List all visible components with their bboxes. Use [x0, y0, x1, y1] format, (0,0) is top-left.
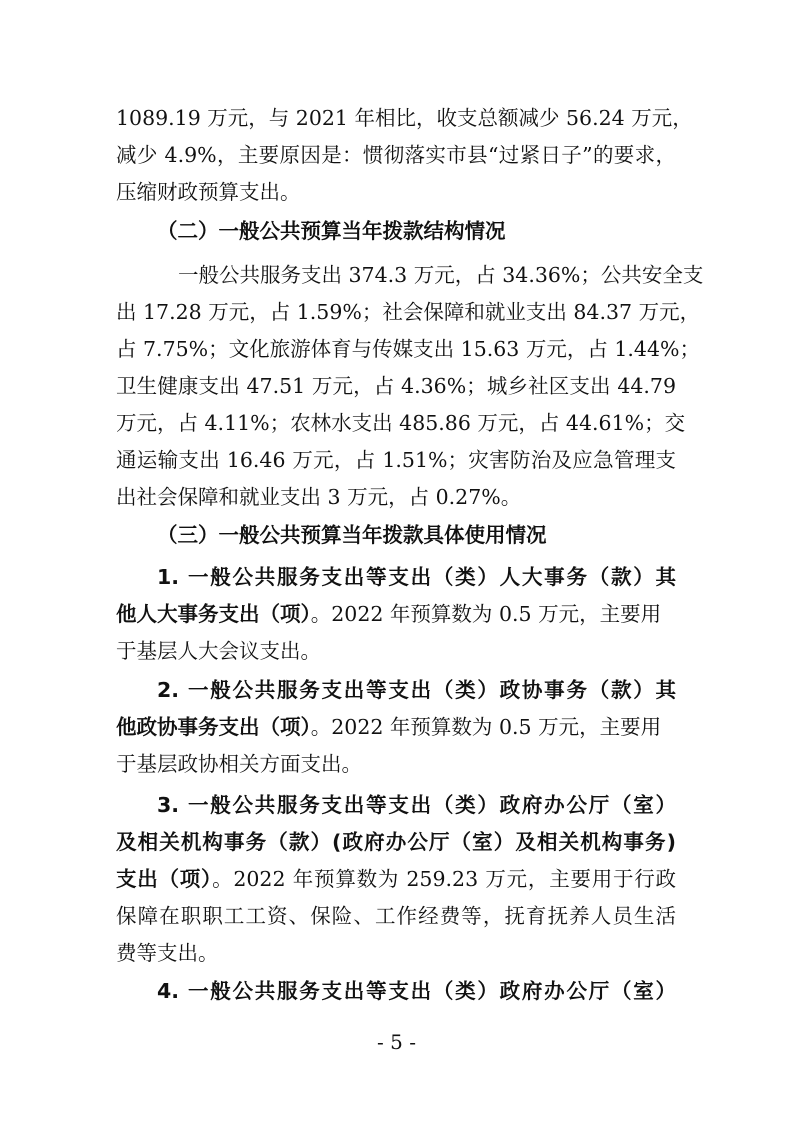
section-heading-3: （三）一般公共预算当年拨款具体使用情况 — [157, 523, 547, 547]
paragraph-line: 费等支出。 — [116, 941, 219, 965]
paragraph-line: 占 7.75%；文化旅游体育与传媒支出 15.63 万元，占 1.44%； — [116, 337, 700, 361]
paragraph-line: 保障在职职工工资、保险、工作经费等，抚育抚养人员生活 — [116, 904, 676, 928]
paragraph-line: 通运输支出 16.46 万元，占 1.51%；灾害防治及应急管理支 — [116, 448, 676, 472]
item-3-body — [116, 861, 676, 898]
paragraph-line: 一般公共服务支出 374.3 万元，占 34.36%；公共安全支 — [178, 263, 704, 287]
paragraph-line: 出社会保障和就业支出 3 万元，占 0.27%。 — [116, 485, 522, 509]
item-3-title-end: 支出（项） — [116, 867, 213, 891]
item-2-body — [116, 709, 676, 746]
page-number: - 5 - — [377, 1030, 416, 1054]
item-3-title-cont: 及相关机构事务（款）(政府办公厅（室）及相关机构事务) — [116, 830, 676, 854]
item-1-title: 1. 一般公共服务支出等支出（类）人大事务（款）其 — [157, 565, 676, 589]
paragraph-line: 压缩财政预算支出。 — [116, 180, 301, 204]
item-3-text: 。2022 年预算数为 259.23 万元，主要用于行政 — [212, 867, 677, 891]
paragraph-line: 出 17.28 万元，占 1.59%；社会保障和就业支出 84.37 万元， — [116, 300, 701, 324]
section-heading-2: （二）一般公共预算当年拨款结构情况 — [157, 219, 506, 243]
item-2-title: 2. 一般公共服务支出等支出（类）政协事务（款）其 — [157, 678, 676, 702]
paragraph-line: 卫生健康支出 47.51 万元，占 4.36%；城乡社区支出 44.79 — [116, 374, 676, 398]
item-1-text: 。2022 年预算数为 0.5 万元，主要用 — [310, 602, 662, 626]
item-3-title: 3. 一般公共服务支出等支出（类）政府办公厅（室） — [157, 793, 676, 817]
paragraph-line: 于基层政协相关方面支出。 — [116, 752, 362, 776]
paragraph-line: 万元，占 4.11%；农林水支出 485.86 万元，占 44.61%；交 — [116, 411, 686, 435]
paragraph-line: 于基层人大会议支出。 — [116, 639, 321, 663]
item-2-title-cont: 他政协事务支出（项） — [116, 715, 311, 739]
item-1-body — [116, 596, 676, 633]
item-1-title-cont: 他人大事务支出（项） — [116, 602, 311, 626]
item-4-title: 4. 一般公共服务支出等支出（类）政府办公厅（室） — [157, 979, 676, 1003]
paragraph-line: 1089.19 万元，与 2021 年相比，收支总额减少 56.24 万元， — [116, 106, 693, 130]
item-2-text: 。2022 年预算数为 0.5 万元，主要用 — [310, 715, 662, 739]
paragraph-line: 减少 4.9%，主要原因是：惯彻落实市县“过紧日子”的要求， — [116, 143, 676, 167]
